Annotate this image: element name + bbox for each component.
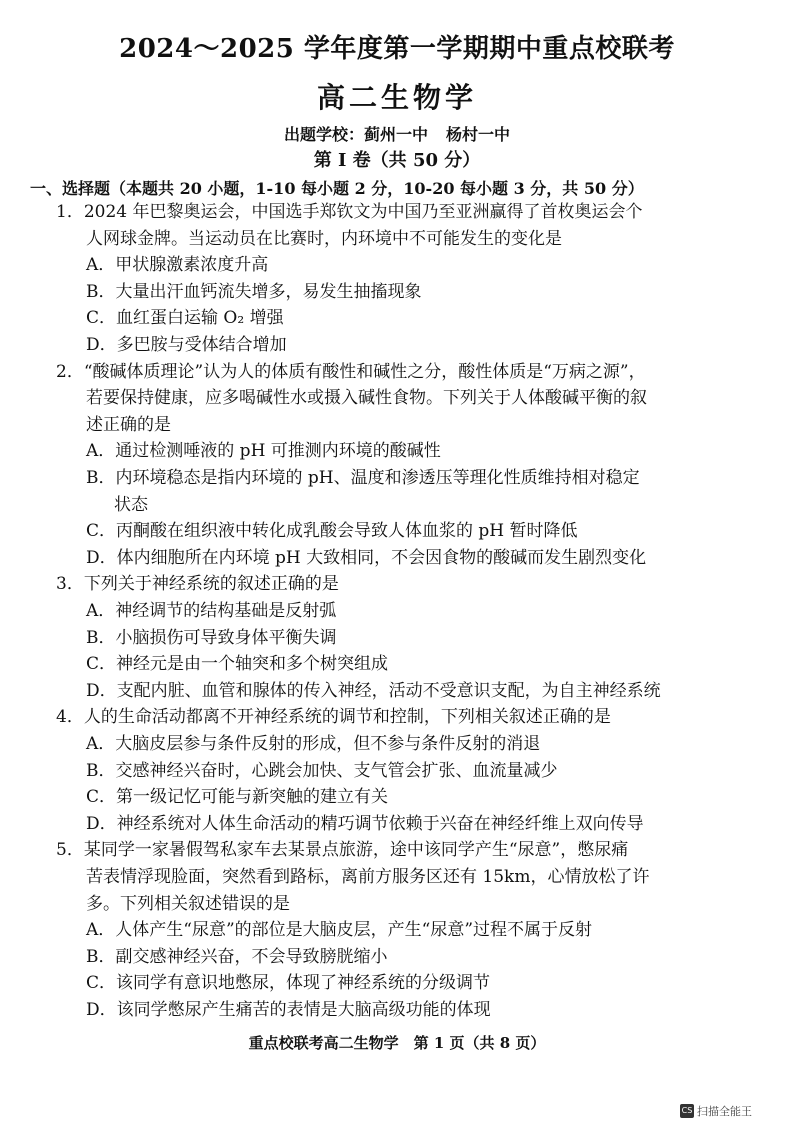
answer-option: B．副交感神经兴奋，不会导致膀胱缩小 (86, 946, 388, 967)
school-b: 杨村一中 (446, 125, 511, 144)
answer-option: C．第一级记忆可能与新突触的建立有关 (86, 787, 389, 808)
question-stem: 1．2024 年巴黎奥运会，中国选手郑钦文为中国乃至亚洲赢得了首枚奥运会个 (56, 202, 643, 222)
question-stem-continued: 述正确的是 (86, 414, 171, 435)
exam-title: 2024～2025 学年度第一学期期中重点校联考 (119, 34, 675, 64)
subject-title: 高二生物学 (316, 81, 477, 114)
answer-option: C．该同学有意识地憋尿，体现了神经系统的分级调节 (86, 973, 491, 994)
scanner-text: 扫描全能王 (697, 1105, 752, 1118)
answer-option: A．大脑皮层参与条件反射的形成，但不参与条件反射的消退 (86, 734, 541, 754)
volume-heading: 第 I 卷（共 50 分） (313, 150, 481, 171)
question-stem-continued: 人网球金牌。当运动员在比赛时，内环境中不可能发生的变化是 (86, 228, 562, 249)
answer-option: C．神经元是由一个轴突和多个树突组成 (86, 654, 389, 675)
answer-option: D．神经系统对人体生命活动的精巧调节依赖于兴奋在神经纤维上双向传导 (86, 813, 644, 834)
section-heading: 一、选择题（本题共 20 小题，1-10 每小题 2 分，10-20 每小题 3 分，共 50 分） (30, 179, 644, 198)
question-stem-continued: 多。下列相关叙述错误的是 (86, 893, 290, 914)
answer-option: D．该同学憋尿产生痛苦的表情是大脑高级功能的体现 (86, 1000, 491, 1020)
answer-option: B．内环境稳态是指内环境的 pH、温度和渗透压等理化性质维持相对稳定 (86, 468, 640, 488)
scanner-watermark (680, 1103, 788, 1119)
answer-option: C．血红蛋白运输 O₂ 增强 (86, 308, 284, 329)
answer-option: A．甲状腺激素浓度升高 (86, 255, 269, 276)
option-continued: 状态 (114, 494, 148, 515)
answer-option: A．人体产生“尿意”的部位是大脑皮层，产生“尿意”过程不属于反射 (86, 920, 593, 941)
schools-label: 出题学校：蓟州一中 (283, 125, 428, 144)
question-stem: 2．“酸碱体质理论”认为人的体质有酸性和碱性之分，酸性体质是“万病之源”， (56, 361, 646, 382)
answer-option: A．神经调节的结构基础是反射弧 (86, 601, 337, 621)
page-footer: 重点校联考高二生物学 第 1 页（共 8 页） (248, 1034, 546, 1052)
answer-option: D．体内细胞所在内环境 pH 大致相同，不会因食物的酸碱而发生剧烈变化 (86, 547, 647, 568)
answer-option: D．支配内脏、血管和腺体的传入神经，活动不受意识支配，为自主神经系统 (86, 680, 661, 701)
question-stem-continued: 苦表情浮现脸面，突然看到路标，离前方服务区还有 15km，心情放松了许 (86, 867, 650, 887)
question-stem: 4．人的生命活动都离不开神经系统的调节和控制，下列相关叙述正确的是 (56, 707, 611, 728)
question-stem: 3．下列关于神经系统的叙述正确的是 (56, 574, 339, 595)
camscanner-icon: CS (680, 1104, 694, 1118)
question-stem: 5．某同学一家暑假驾私家车去某景点旅游，途中该同学产生“尿意”，憋尿痛 (56, 840, 629, 861)
answer-option: C．丙酮酸在组织液中转化成乳酸会导致人体血浆的 pH 暂时降低 (86, 521, 578, 542)
schools-line (0, 122, 794, 145)
answer-option: A．通过检测唾液的 pH 可推测内环境的酸碱性 (86, 441, 441, 462)
question-stem-continued: 若要保持健康，应多喝碱性水或摄入碱性食物。下列关于人体酸碱平衡的叙 (86, 388, 647, 409)
answer-option: B．大量出汗血钙流失增多，易发生抽搐现象 (86, 281, 422, 302)
answer-option: B．小脑损伤可导致身体平衡失调 (86, 627, 337, 648)
answer-option: B．交感神经兴奋时，心跳会加快、支气管会扩张、血流量减少 (86, 760, 558, 781)
answer-option: D．多巴胺与受体结合增加 (86, 335, 287, 355)
